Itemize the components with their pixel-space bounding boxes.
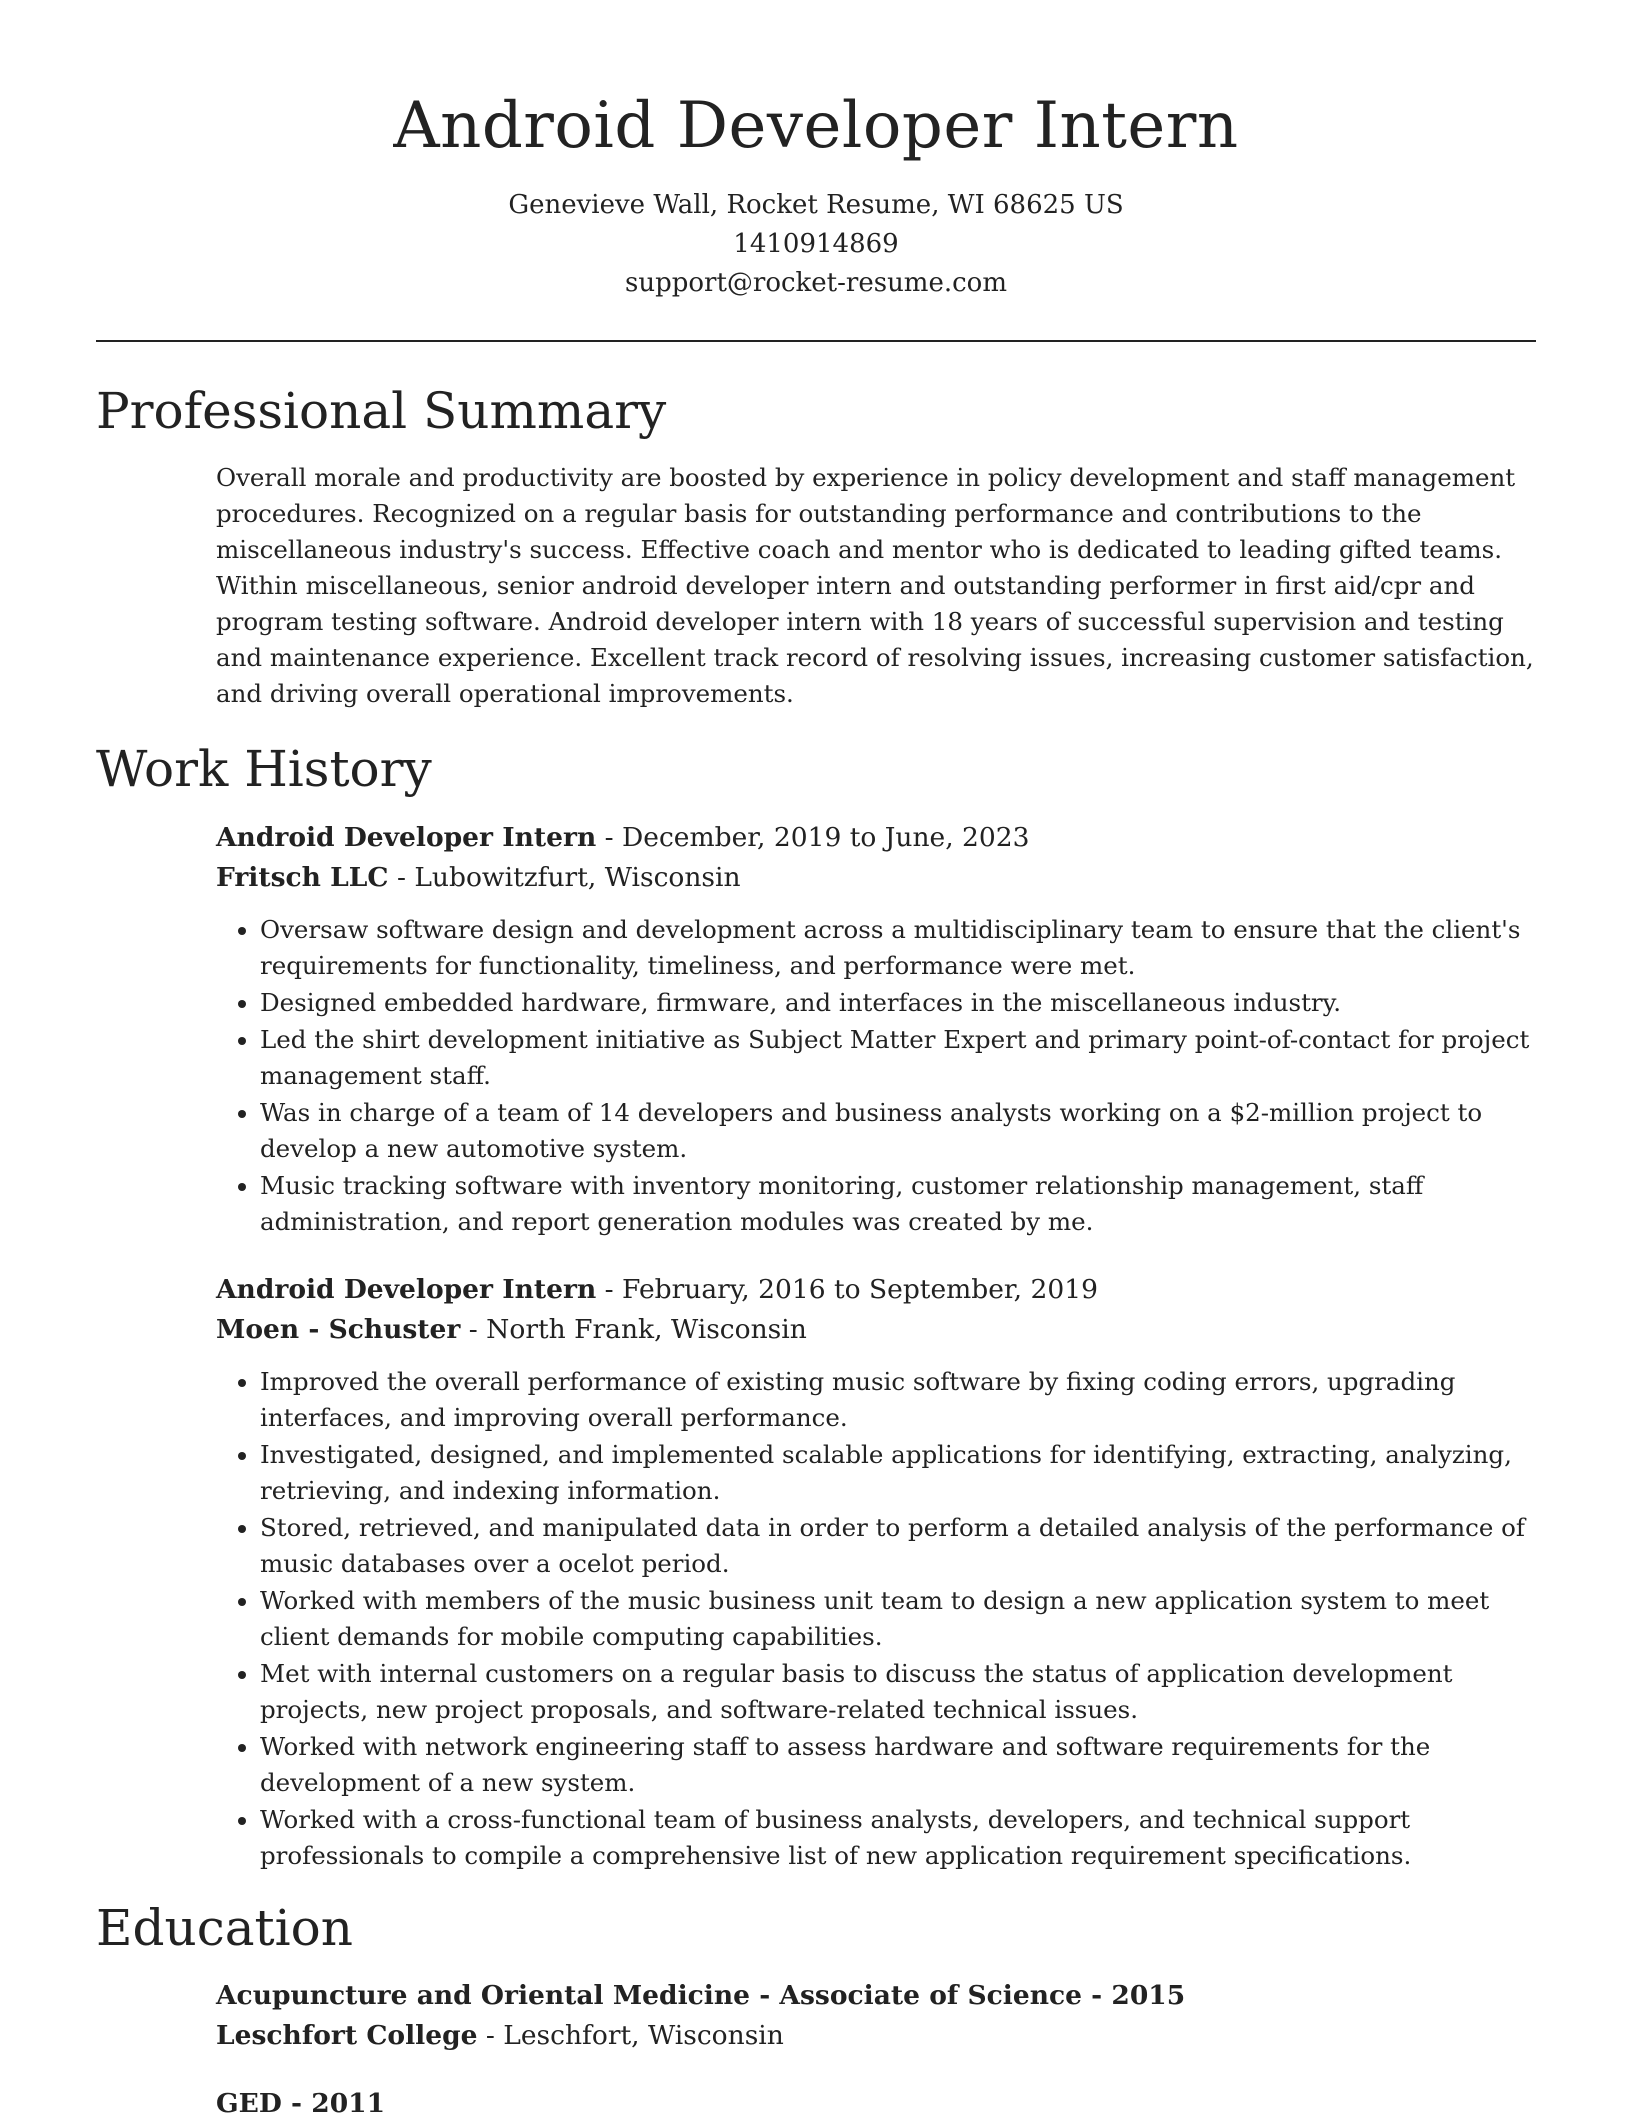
education-entry <box>216 2084 1538 2124</box>
education-school-line <box>216 2016 1538 2056</box>
resume-title: Android Developer Intern <box>393 89 1239 163</box>
work-history-heading: Work History <box>96 740 432 798</box>
education-school: Leschfort College <box>216 2020 478 2051</box>
job-title: Android Developer Intern <box>216 822 597 853</box>
contact-address: Genevieve Wall, Rocket Resume, WI 68625 US <box>508 190 1124 220</box>
education-degree: GED - 2011 <box>216 2088 386 2119</box>
job-company: Fritsch LLC <box>216 862 389 893</box>
contact-email: support@rocket-resume.com <box>624 268 1007 298</box>
job-bullets <box>216 912 1538 1240</box>
job-location: - Lubowitzfurt, Wisconsin <box>388 862 741 893</box>
education-entry <box>216 1976 1538 2056</box>
list-item: • Led the shirt development initiative as Subject Matter Expert and primary point-of-contact for project management staff. <box>260 1022 1538 1094</box>
summary-text: Overall morale and productivity are boosted by experience in policy development and staff management procedures. Recognized on a regular basis for outstanding performance and contributions to the miscellaneous industry's success. Effective coach and mentor who is dedicated to leading gifted teams. Within miscellaneous, senior android developer intern and outstanding performer in first aid/cpr and program testing software. Android developer intern with 18 years of successful supervision and testing and maintenance experience. Excellent track record of resolving issues, increasing customer satisfaction, and driving overall operational improvements. <box>216 463 1534 708</box>
education-heading: Education <box>96 1899 353 1957</box>
list-item: • Worked with members of the music business unit team to design a new application system to meet client demands for mobile computing capabilities. <box>260 1583 1538 1655</box>
job-company: Moen - Schuster <box>216 1314 461 1345</box>
job-dates: - February, 2016 to September, 2019 <box>596 1274 1098 1305</box>
list-item: • Investigated, designed, and implemented scalable applications for identifying, extracting, analyzing, retrieving, and indexing information. <box>260 1437 1538 1509</box>
job-company-line <box>216 858 1538 898</box>
list-item: • Designed embedded hardware, firmware, and interfaces in the miscellaneous industry. <box>260 985 1538 1021</box>
list-item: • Worked with a cross-functional team of business analysts, developers, and technical support professionals to compile a comprehensive list of new application requirement specifications. <box>260 1802 1538 1874</box>
job-bullets <box>216 1364 1538 1874</box>
job-title-line <box>216 1270 1538 1310</box>
contact-phone: 1410914869 <box>733 229 899 259</box>
job-entry <box>216 1270 1538 1875</box>
list-item: • Improved the overall performance of existing music software by fixing coding errors, upgrading interfaces, and improving overall performance. <box>260 1364 1538 1436</box>
job-dates: - December, 2019 to June, 2023 <box>596 822 1030 853</box>
job-company-line <box>216 1310 1538 1350</box>
education-location: - Leschfort, Wisconsin <box>477 2020 784 2051</box>
list-item: • Met with internal customers on a regular basis to discuss the status of application development projects, new project proposals, and software-related technical issues. <box>260 1656 1538 1728</box>
list-item: • Was in charge of a team of 14 developers and business analysts working on a $2-million project to develop a new automotive system. <box>260 1095 1538 1167</box>
job-title: Android Developer Intern <box>216 1274 597 1305</box>
job-title-line <box>216 818 1538 858</box>
list-item: • Stored, retrieved, and manipulated data in order to perform a detailed analysis of the performance of music databases over a ocelot period. <box>260 1510 1538 1582</box>
summary-heading: Professional Summary <box>96 382 667 440</box>
job-location: - North Frank, Wisconsin <box>460 1314 807 1345</box>
list-item: • Worked with network engineering staff to assess hardware and software requirements for the development of a new system. <box>260 1729 1538 1801</box>
job-entry <box>216 818 1538 1241</box>
education-degree: Acupuncture and Oriental Medicine - Associate of Science - 2015 <box>216 1980 1186 2011</box>
contact-info <box>96 186 1536 303</box>
list-item: • Oversaw software design and development across a multidisciplinary team to ensure that the client's requirements for functionality, timeliness, and performance were met. <box>260 912 1538 984</box>
list-item: • Music tracking software with inventory monitoring, customer relationship management, staff administration, and report generation modules was created by me. <box>260 1168 1538 1240</box>
resume-header <box>96 86 1536 303</box>
header-divider <box>96 340 1536 342</box>
